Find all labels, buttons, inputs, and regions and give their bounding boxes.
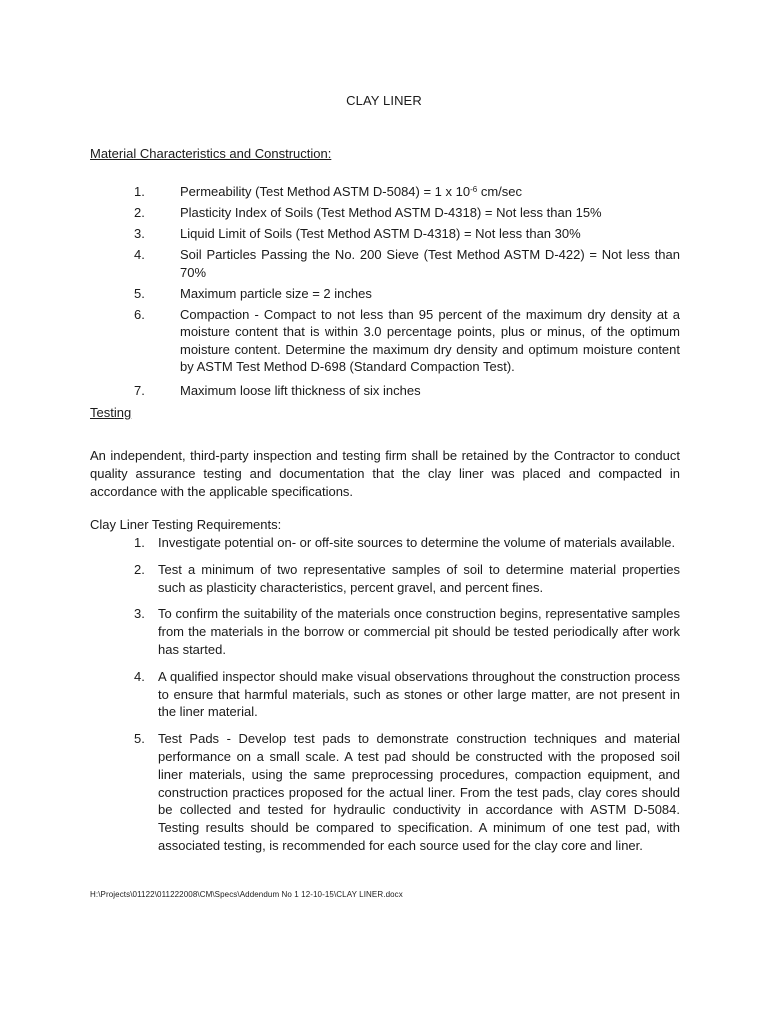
- material-list: [90, 183, 680, 403]
- requirement-text: Test a minimum of two representative samples of soil to determine material properties such as plasticity characteristics, percent gravel, and percent fines.: [158, 561, 680, 595]
- requirements-heading: Clay Liner Testing Requirements:: [90, 517, 282, 532]
- requirement-text: Investigate potential on- or off-site sources to determine the volume of materials available.: [158, 535, 676, 550]
- material-item-text: [180, 183, 680, 201]
- material-item: [90, 306, 680, 376]
- material-item: [90, 285, 680, 303]
- material-item-text: Compaction - Compact to not less than 95 percent of the maximum dry density at a moisture content that is within 3.0 percentage points, plus or minus, of the optimum moisture content. Determine the maximum dry density and optimum moisture content by ASTM Test Method D-698 (Standard Compaction Test).: [180, 306, 680, 374]
- material-item: [90, 204, 680, 222]
- permeability-exponent: -6: [470, 185, 478, 194]
- material-item-text: Plasticity Index of Soils (Test Method ASTM D-4318) = Not less than 15%: [180, 205, 602, 220]
- material-item: [90, 183, 680, 201]
- material-item: [90, 246, 680, 281]
- material-item-text: Maximum loose lift thickness of six inches: [180, 382, 421, 398]
- material-item-number: 3.: [134, 226, 145, 241]
- requirement-number: 4.: [134, 668, 145, 684]
- requirement-text: Test Pads - Develop test pads to demonstrate construction techniques and material performance on a small scale. A test pad should be constructed with the proposed soil liner materials, using the same preprocessing procedures, compaction equipment, and construction practices proposed for the actual liner. From the test pads, clay cores should be collected and tested for hydraulic conductivity in accordance with ASTM D-5084. Testing results should be compared to specification. A minimum of one test pad, with associated testing, is recommended for each source used for the clay core and liner.: [158, 731, 680, 853]
- permeability-unit: cm/sec: [477, 184, 523, 199]
- requirement-number: 1.: [134, 535, 145, 550]
- material-item-text: Maximum particle size = 2 inches: [180, 285, 372, 301]
- requirement-text: A qualified inspector should make visual observations throughout the construction process to ensure that harmful materials, such as stones or other large matter, are not present in the liner material.: [158, 668, 680, 720]
- testing-paragraph: An independent, third-party inspection and testing firm shall be retained by the Contractor to conduct quality assurance testing and documentation that the clay liner was placed and compacted in accordance with the applicable specifications.: [90, 448, 680, 499]
- requirement-number: 2.: [134, 561, 145, 577]
- material-item: [90, 225, 680, 243]
- material-item-number: 1.: [134, 184, 145, 199]
- testing-heading: Testing: [90, 405, 132, 420]
- material-item-number: 7.: [134, 382, 145, 398]
- material-item-text: Soil Particles Passing the No. 200 Sieve (Test Method ASTM D-422) = Not less than 70%: [180, 247, 680, 280]
- material-item-number: 2.: [134, 205, 145, 220]
- material-item-number: 5.: [134, 285, 145, 301]
- requirement-item: [90, 561, 680, 597]
- permeability-text: Permeability (Test Method ASTM D-5084) = 1 x 10: [180, 184, 471, 199]
- requirement-number: 3.: [134, 606, 145, 622]
- material-item-text: Liquid Limit of Soils (Test Method ASTM D-4318) = Not less than 30%: [180, 226, 581, 241]
- requirement-text: To confirm the suitability of the materials once construction begins, representative samples from the materials in the borrow or commercial pit should be tested periodically after work has started.: [158, 606, 680, 657]
- material-heading: Material Characteristics and Construction:: [90, 146, 332, 161]
- material-item: [90, 382, 680, 400]
- requirement-number: 5.: [134, 731, 145, 747]
- material-item-number: 6.: [134, 306, 145, 322]
- requirement-item: [90, 668, 680, 721]
- requirement-item: [90, 534, 680, 552]
- requirement-item: [90, 605, 680, 658]
- file-path-footer: H:\Projects\01122\011222008\CM\Specs\Addendum No 1 12-10-15\CLAY LINER.docx: [90, 890, 403, 899]
- requirements-list: [90, 534, 680, 864]
- requirement-item: [90, 730, 680, 855]
- material-item-number: 4.: [134, 247, 145, 262]
- document-title: CLAY LINER: [346, 93, 422, 108]
